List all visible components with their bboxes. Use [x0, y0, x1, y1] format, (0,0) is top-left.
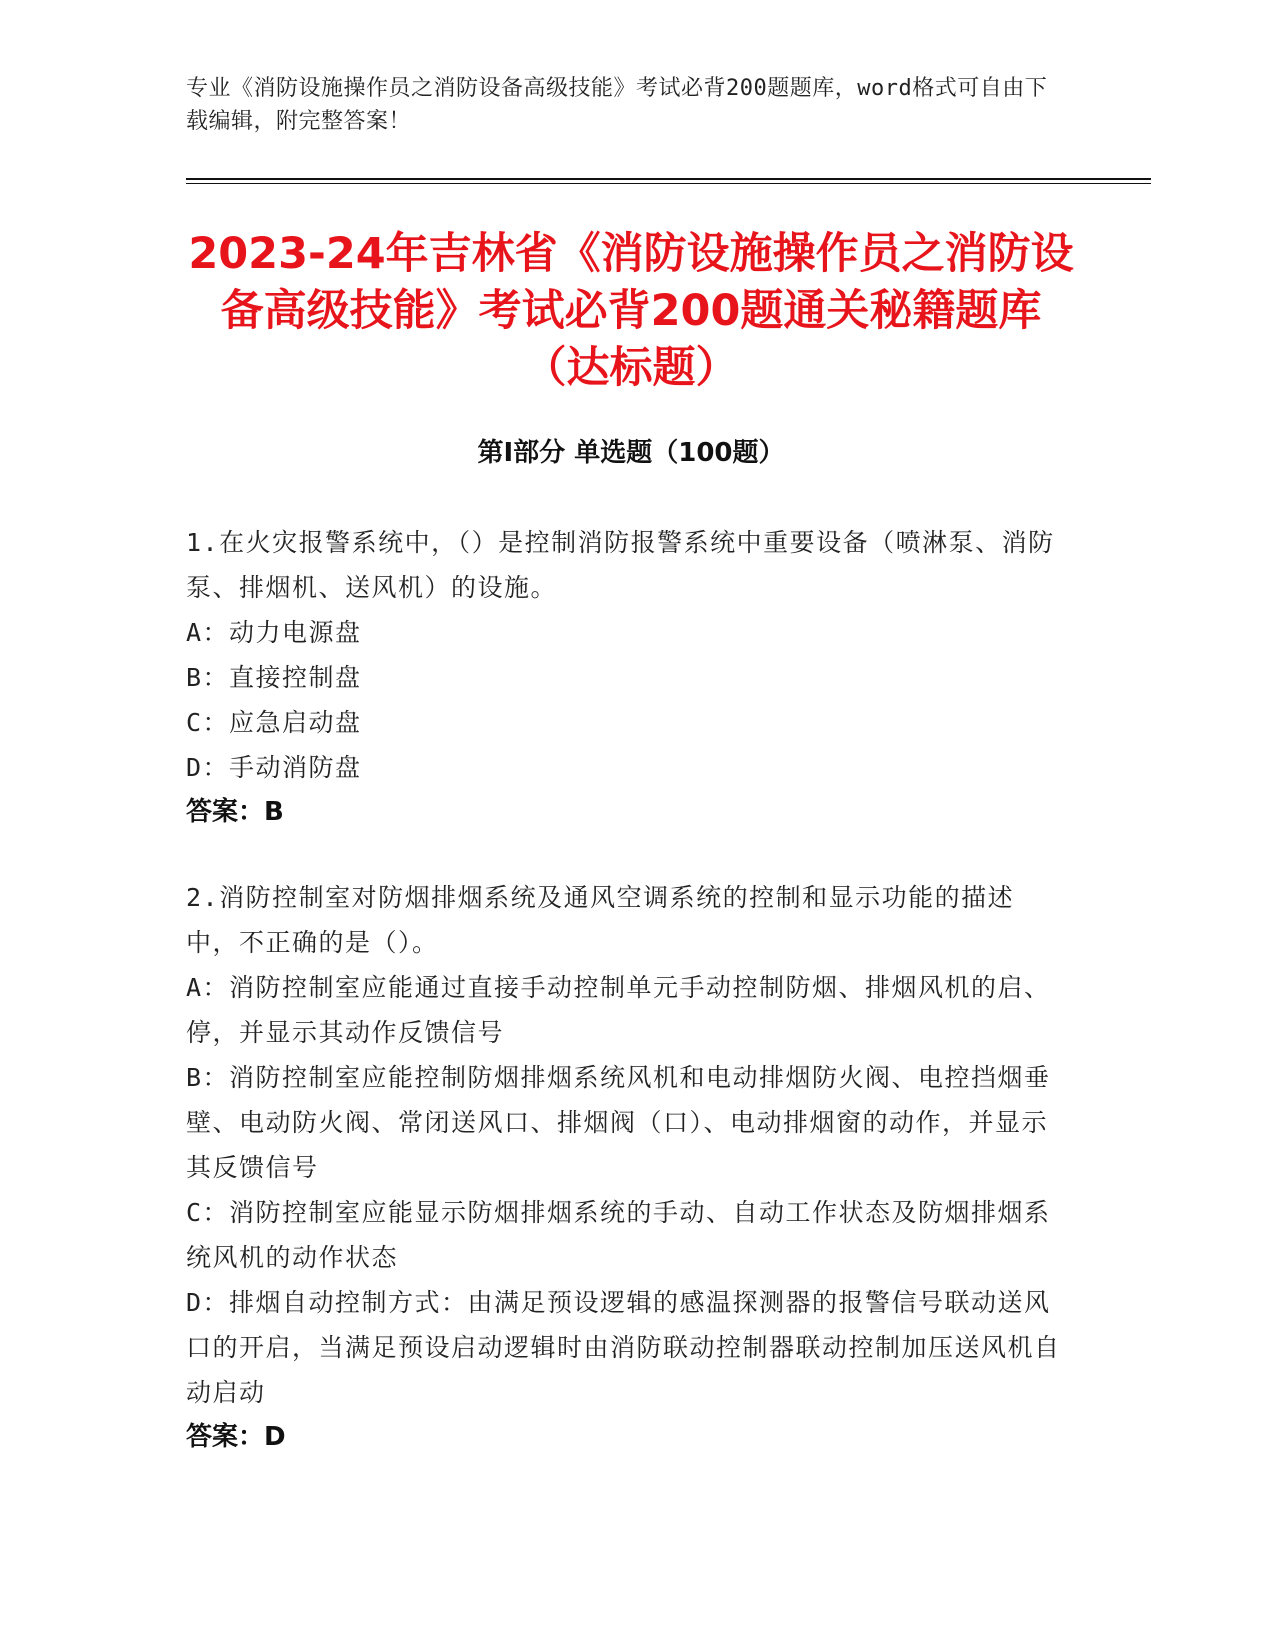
- question-list: [186, 520, 1066, 1500]
- question-1: [186, 520, 1066, 835]
- section-heading: 第I部分 单选题（100题）: [477, 438, 785, 468]
- answer: 答案：D: [186, 1422, 286, 1452]
- question-stem: 1.在火灾报警系统中，（）是控制消防报警系统中重要设备（喷淋泵、消防泵、排烟机、送风机）的设施。: [186, 528, 1055, 602]
- option-b: B：直接控制盘: [186, 663, 362, 692]
- question-stem: 2.消防控制室对防烟排烟系统及通风空调系统的控制和显示功能的描述中，不正确的是（）。: [186, 883, 1015, 957]
- option-c: C：应急启动盘: [186, 708, 362, 737]
- header-note: 专业《消防设施操作员之消防设备高级技能》考试必背200题题库，word格式可自由下载编辑，附完整答案！: [186, 76, 1048, 134]
- option-d: D：手动消防盘: [186, 753, 362, 782]
- option-a: A：动力电源盘: [186, 618, 362, 647]
- question-2: [186, 875, 1066, 1460]
- header-divider-thin: [186, 183, 1151, 184]
- document-title: 2023-24年吉林省《消防设施操作员之消防设备高级技能》考试必背200题通关秘籍题库（达标题）: [188, 229, 1074, 393]
- option-a: A：消防控制室应能通过直接手动控制单元手动控制防烟、排烟风机的启、停，并显示其动作反馈信号: [186, 973, 1051, 1047]
- option-c: C：消防控制室应能显示防烟排烟系统的手动、自动工作状态及防烟排烟系统风机的动作状态: [186, 1198, 1051, 1272]
- option-d: D：排烟自动控制方式：由满足预设逻辑的感温探测器的报警信号联动送风口的开启，当满足预设启动逻辑时由消防联动控制器联动控制加压送风机自动启动: [186, 1288, 1061, 1407]
- header-divider-thick: [186, 178, 1151, 180]
- answer: 答案：B: [186, 797, 284, 827]
- option-b: B：消防控制室应能控制防烟排烟系统风机和电动排烟防火阀、电控挡烟垂壁、电动防火阀、常闭送风口、排烟阀（口）、电动排烟窗的动作，并显示其反馈信号: [186, 1063, 1051, 1182]
